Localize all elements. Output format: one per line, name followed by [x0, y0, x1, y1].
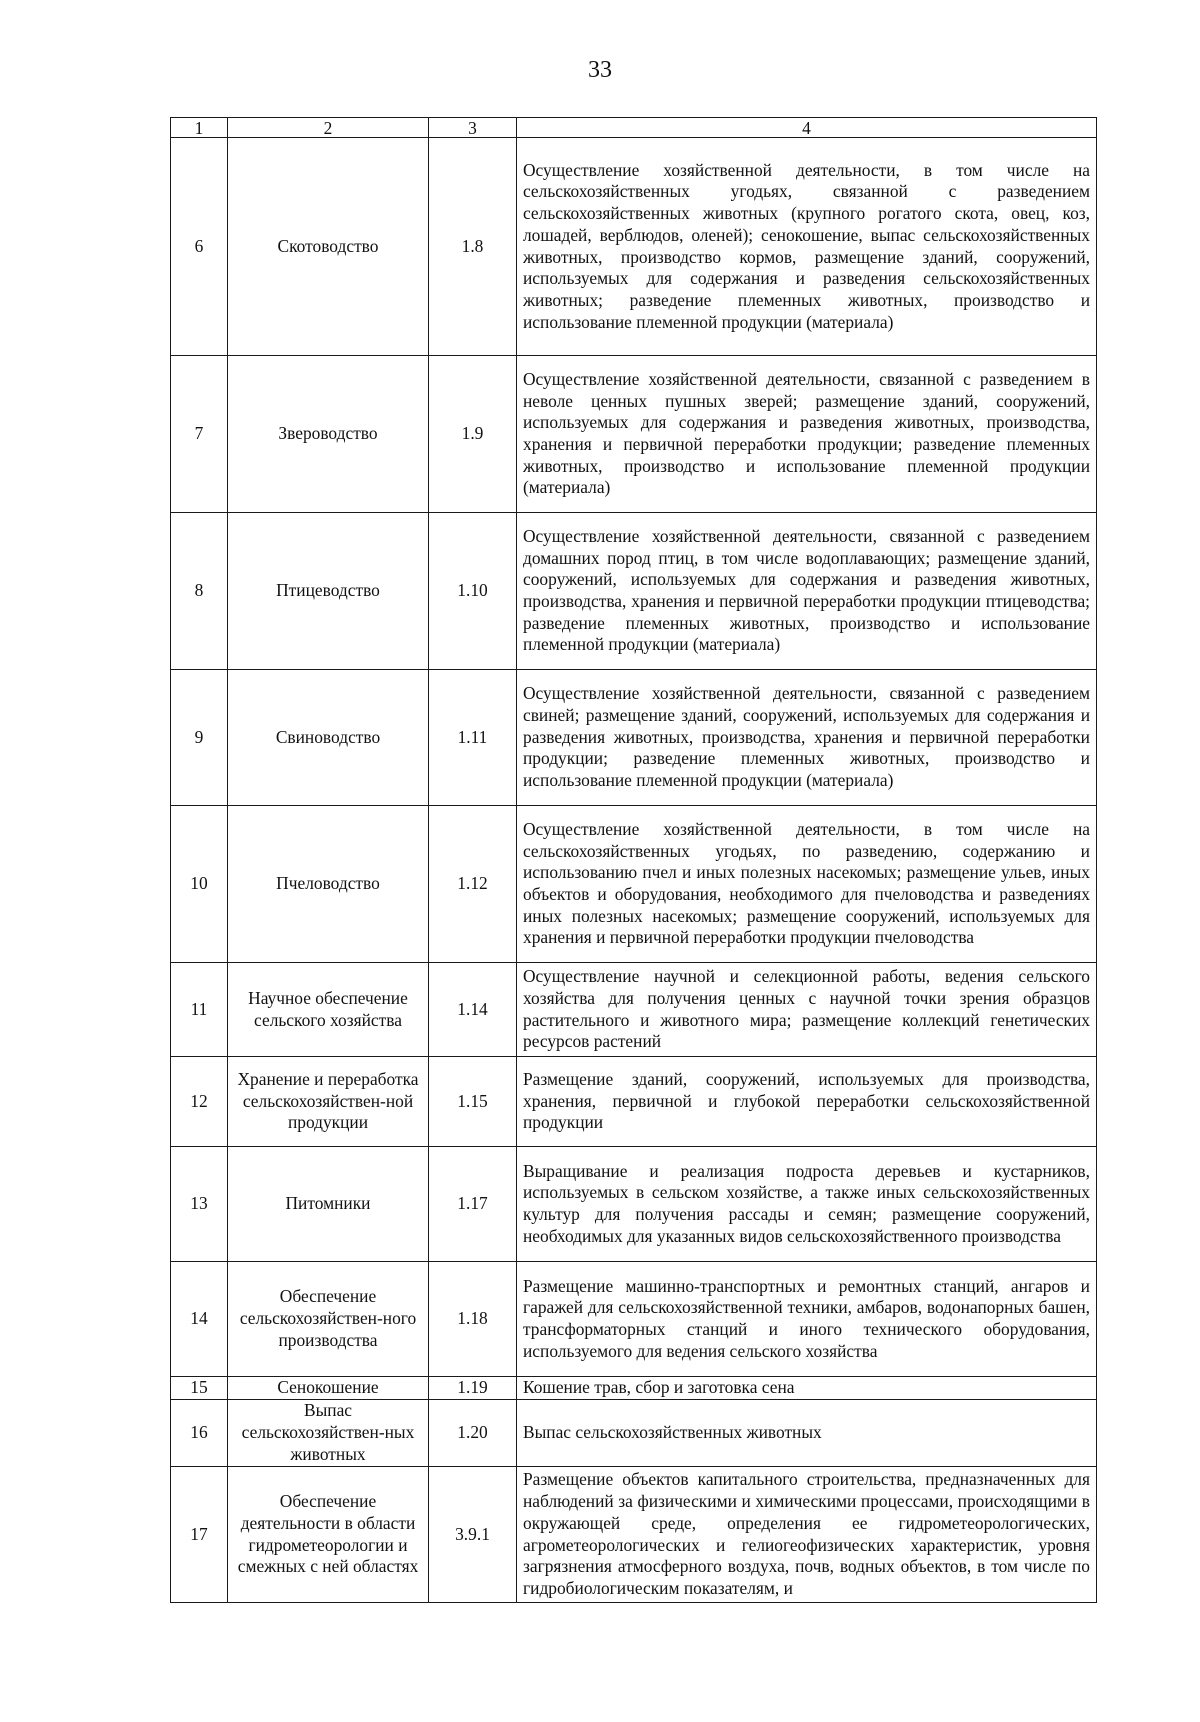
- land-use-name: Хранение и переработка сельскохозяйствен-ной продукции: [228, 1057, 429, 1147]
- land-use-name: Обеспечение сельскохозяйствен-ного производства: [228, 1262, 429, 1377]
- land-use-name: Питомники: [228, 1147, 429, 1262]
- land-use-code: 1.11: [429, 670, 517, 806]
- table-row: [171, 1400, 1097, 1467]
- row-number: 17: [171, 1467, 228, 1603]
- row-number: 9: [171, 670, 228, 806]
- land-use-name: Свиноводство: [228, 670, 429, 806]
- land-use-code: 1.9: [429, 356, 517, 513]
- row-number: 10: [171, 806, 228, 963]
- table-row: [171, 1467, 1097, 1603]
- land-use-code: 1.14: [429, 963, 517, 1057]
- land-use-name: Скотоводство: [228, 138, 429, 356]
- row-number: 7: [171, 356, 228, 513]
- land-use-description: Размещение объектов капитального строительства, предназначенных для наблюдений за физическими и химическими процессами, происходящими в окружающей среде, определения ее гидрометеорологических, агрометеорологических и гелиогеофизических характеристик, уровня загрязнения атмосферного воздуха, почв, водных объектов, в том числе по гидробиологическим показателям, и: [517, 1467, 1097, 1603]
- land-use-code: 1.19: [429, 1377, 517, 1400]
- table-row: [171, 1377, 1097, 1400]
- land-use-description: Осуществление хозяйственной деятельности, в том числе на сельскохозяйственных угодьях, по разведению, содержанию и использованию пчел и иных полезных насекомых; размещение ульев, иных объектов и оборудования, необходимого для пчеловодства и разведениях иных полезных насекомых; размещение сооружений, используемых для хранения и первичной переработки продукции пчеловодства: [517, 806, 1097, 963]
- land-use-name: Научное обеспечение сельского хозяйства: [228, 963, 429, 1057]
- land-use-name: Обеспечение деятельности в области гидрометеорологии и смежных с ней областях: [228, 1467, 429, 1603]
- land-use-description: Выпас сельскохозяйственных животных: [517, 1400, 1097, 1467]
- column-header: 2: [228, 118, 429, 138]
- column-header: 3: [429, 118, 517, 138]
- row-number: 8: [171, 513, 228, 670]
- land-use-code: 1.8: [429, 138, 517, 356]
- land-use-description: Осуществление хозяйственной деятельности, связанной с разведением в неволе ценных пушных зверей; размещение зданий, сооружений, используемых для содержания и разведения животных, производства, хранения и первичной переработки продукции; разведение племенных животных, производство и использование племенной продукции (материала): [517, 356, 1097, 513]
- table-body: [171, 138, 1097, 1603]
- land-use-code: 1.12: [429, 806, 517, 963]
- table-row: [171, 1147, 1097, 1262]
- row-number: 16: [171, 1400, 228, 1467]
- land-use-description: Размещение машинно-транспортных и ремонтных станций, ангаров и гаражей для сельскохозяйственной техники, амбаров, водонапорных башен, трансформаторных станций и иного технического оборудования, используемого для ведения сельского хозяйства: [517, 1262, 1097, 1377]
- land-use-code: 1.15: [429, 1057, 517, 1147]
- table-row: [171, 806, 1097, 963]
- column-header: 4: [517, 118, 1097, 138]
- row-number: 12: [171, 1057, 228, 1147]
- land-use-description: Осуществление хозяйственной деятельности, связанной с разведением свиней; размещение зданий, сооружений, используемых для содержания и разведения животных, производства, хранения и первичной переработки продукции; разведение племенных животных, производство и использование племенной продукции (материала): [517, 670, 1097, 806]
- land-use-name: Сенокошение: [228, 1377, 429, 1400]
- land-use-code: 1.18: [429, 1262, 517, 1377]
- header-row: [171, 118, 1097, 138]
- row-number: 6: [171, 138, 228, 356]
- table-row: [171, 670, 1097, 806]
- land-use-description: Осуществление научной и селекционной работы, ведения сельского хозяйства для получения ценных с научной точки зрения образцов растительного и животного мира; размещение коллекций генетических ресурсов растений: [517, 963, 1097, 1057]
- land-use-description: Осуществление хозяйственной деятельности, в том числе на сельскохозяйственных угодьях, связанной с разведением сельскохозяйственных животных (крупного рогатого скота, овец, коз, лошадей, верблюдов, оленей); сенокошение, выпас сельскохозяйственных животных, производство кормов, размещение зданий, сооружений, используемых для содержания и разведения сельскохозяйственных животных; разведение племенных животных, производство и использование племенной продукции (материала): [517, 138, 1097, 356]
- table-row: [171, 513, 1097, 670]
- land-use-name: Звероводство: [228, 356, 429, 513]
- land-use-code: 1.17: [429, 1147, 517, 1262]
- row-number: 11: [171, 963, 228, 1057]
- column-header: 1: [171, 118, 228, 138]
- page-number: 33: [588, 57, 612, 83]
- land-use-name: Птицеводство: [228, 513, 429, 670]
- land-use-description: Размещение зданий, сооружений, используемых для производства, хранения, первичной и глубокой переработки сельскохозяйственной продукции: [517, 1057, 1097, 1147]
- land-use-description: Кошение трав, сбор и заготовка сена: [517, 1377, 1097, 1400]
- land-use-code: 1.10: [429, 513, 517, 670]
- row-number: 14: [171, 1262, 228, 1377]
- land-use-name: Выпас сельскохозяйствен-ных животных: [228, 1400, 429, 1467]
- land-use-name: Пчеловодство: [228, 806, 429, 963]
- table-row: [171, 1057, 1097, 1147]
- row-number: 15: [171, 1377, 228, 1400]
- table-row: [171, 1262, 1097, 1377]
- table-row: [171, 138, 1097, 356]
- table-row: [171, 963, 1097, 1057]
- table-row: [171, 356, 1097, 513]
- land-use-description: Осуществление хозяйственной деятельности, связанной с разведением домашних пород птиц, в том числе водоплавающих; размещение зданий, сооружений, используемых для содержания и разведения животных, производства, хранения и первичной переработки продукции птицеводства; разведение племенных животных, производство и использование племенной продукции (материала): [517, 513, 1097, 670]
- land-use-description: Выращивание и реализация подроста деревьев и кустарников, используемых в сельском хозяйстве, а также иных сельскохозяйственных культур для получения рассады и семян; размещение сооружений, необходимых для указанных видов сельскохозяйственного производства: [517, 1147, 1097, 1262]
- land-use-table: [170, 117, 1097, 1603]
- land-use-code: 1.20: [429, 1400, 517, 1467]
- table-header: [171, 118, 1097, 138]
- land-use-code: 3.9.1: [429, 1467, 517, 1603]
- row-number: 13: [171, 1147, 228, 1262]
